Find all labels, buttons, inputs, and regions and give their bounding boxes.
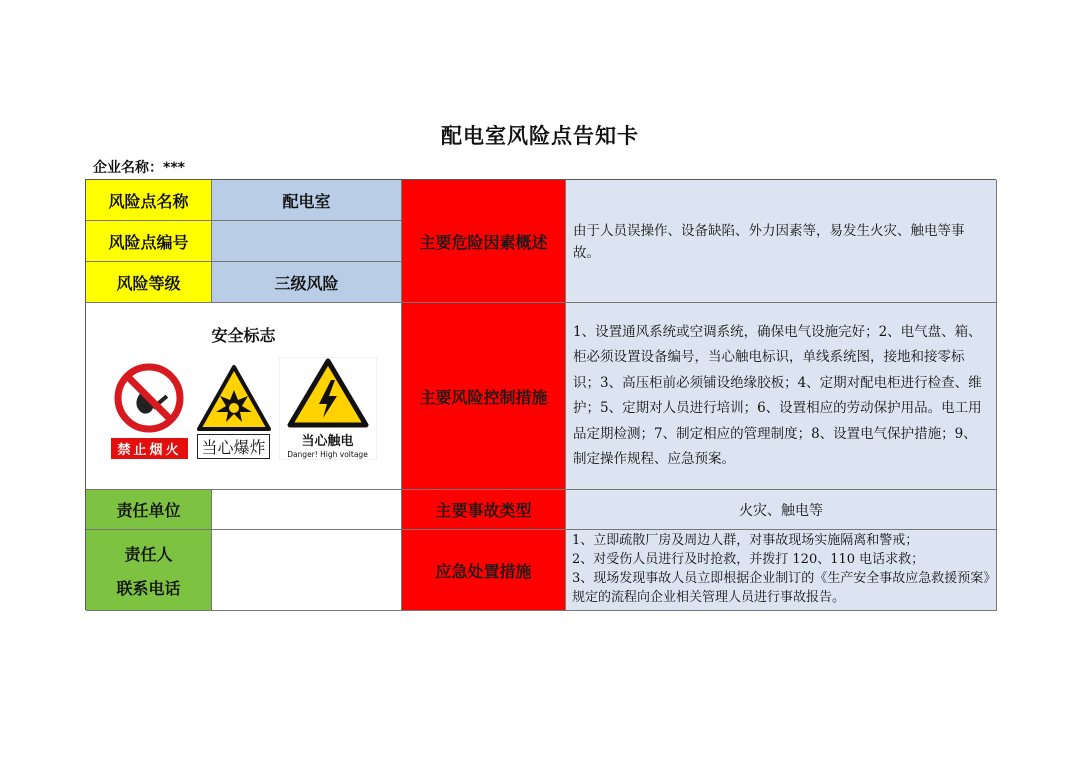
electric-shock-plate [280,358,376,459]
hazard-text: 由于人员误操作、设备缺陷、外力因素等，易发生火灾、触电等事故。 [566,180,997,303]
explosion-warning-sign [196,364,272,459]
risk-number-label: 风险点编号 [86,221,212,262]
explosion-warning-icon [196,364,272,432]
emergency-measures-list [566,530,997,611]
contact-labels [86,530,212,611]
control-measures-label: 主要风险控制措施 [402,303,566,490]
emergency-measure-item: 3、现场发现事故人员立即根据企业制订的《生产安全事故应急救援预案》规定的流程向企业相关管理人员进行事故报告。 [572,571,990,605]
risk-name-label: 风险点名称 [86,180,212,221]
risk-number-value [212,221,402,262]
responsible-person-value [212,530,402,611]
responsible-unit-label: 责任单位 [86,490,212,530]
no-fire-sign [111,362,187,459]
risk-name-value: 配电室 [212,180,402,221]
card-title: 配电室风险点告知卡 [441,124,639,148]
safety-signs-panel [86,303,402,490]
responsible-unit-value [212,490,402,530]
risk-level-label: 风险等级 [86,262,212,303]
hazard-label: 主要危险因素概述 [402,180,566,303]
electric-shock-sublabel: Danger! High voltage [287,450,368,459]
company-name-label: 企业名称：*** [93,160,185,176]
electric-shock-warning-sign [280,358,376,459]
safety-signs-title: 安全标志 [211,326,276,345]
emergency-measure-item: 1、立即疏散厂房及周边人群，对事故现场实施隔离和警戒； [572,533,919,548]
no-fire-label: 禁止烟火 [111,438,187,459]
responsible-person-label: 责任人 [124,544,173,564]
no-fire-icon [113,362,185,434]
control-measures-text: 1、设置通风系统或空调系统，确保电气设施完好；2、电气盘、箱、柜必须设置设备编号，当心触电标识，单线系统图，接地和接零标识；3、高压柜前必须铺设绝缘胶板；4、定期对配电柜进行检查、维护；5、定期对人员进行培训；6、设置相应的劳动保护用品。电工用品定期检测；7、制定相应的管理制度；8、设置电气保护措施；9、制定操作规程、应急预案。 [566,303,997,490]
safety-signs-row [111,358,375,459]
contact-phone-label: 联系电话 [116,578,181,598]
emergency-measures-label: 应急处置措施 [402,530,566,611]
emergency-measure-item: 2、对受伤人员进行及时抢救，并拨打 120、110 电话求救； [572,552,925,567]
accident-type-value: 火灾、触电等 [566,490,997,530]
electric-shock-warning-icon [287,358,369,428]
risk-level-value: 三级风险 [212,262,402,303]
risk-card-table [85,179,996,610]
accident-type-label: 主要事故类型 [402,490,566,530]
electric-shock-label: 当心触电 [301,434,354,449]
explosion-warning-label: 当心爆炸 [197,434,269,459]
